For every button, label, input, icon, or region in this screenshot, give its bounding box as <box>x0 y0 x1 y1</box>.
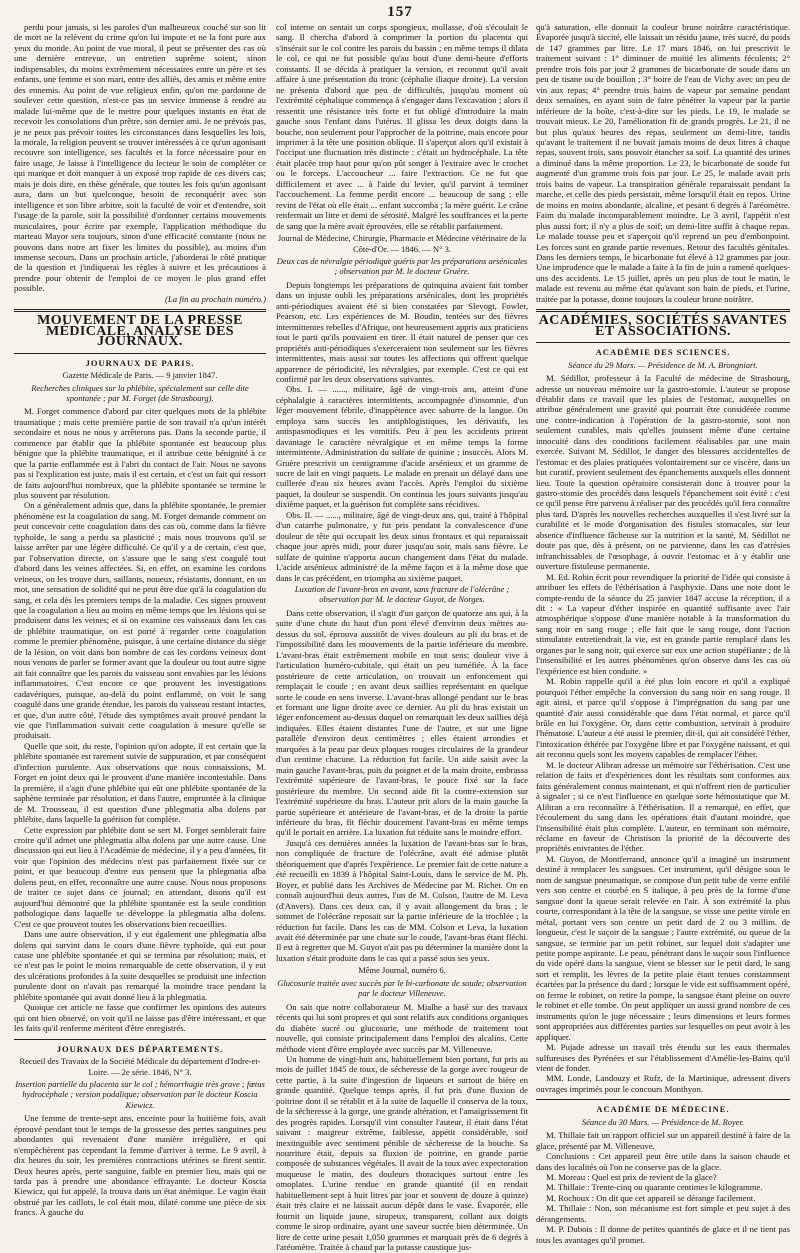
paragraph: M. le docteur Alibran adresse un mémoire sur l'éthérisation. C'est une relation de faits et d'expériences dont les résultats sont conformes aux faits généralement connus maintenant, et qui n'offrent rien de particulier à signaler ; si ce n'est l'influence en quelque sorte hémostatique que M. Alibran a cru reconnaître à l'éthérisation. Il a remarqué, en effet, que l'écoulement du sang dans les opérations était d'autant moindre, que l'insensibilité était plus complète. L'auteur, en terminant son mémoire, réclame en faveur de Christison la priorité de la découverte des propriétés enivrantes de l'éther. <box>536 759 790 854</box>
paragraph: M. Moreau : Quel est prix de revient de la glace? <box>546 1172 717 1183</box>
paragraph: M. Thillaie : Non, son mécanisme est fort simple et peu sujet à des dérangements. <box>536 1203 790 1224</box>
paragraph: Jusqu'à ces dernières années la luxation de l'avant-bras sur le bras, non compliquée de fracture de l'olécrâne, avait été admise plutôt théoriquement que d'après l'expérience. Le premier fait de cette nature a été recueilli en 1839 à l'hôpital Saint-Louis, dans le service de M. Ph. Boyer, et publié dans les Archives de Médecine par M. Richet. On en connaît aujourd'hui deux autres, l'un de M. Colson, l'autre de M. Leva (d'Anvers). Dans ces deux cas, il y avait allongement du bras ; le sommet de l'olécrâne reposait sur la partie inférieure de la trochlée ; la réduction fut facile. Dans les cas de MM. Colson et Leva, la luxation avait été déterminée par une chute sur le coude, l'avant-bras étant fléchi. Il est à regretter que M. Guyot n'ait pas pu déterminer la manière dont la luxation s'était produite dans le cas qui a passé sous ses yeux. <box>276 837 528 963</box>
paragraph: Conclusions : Cet appareil peut être utile dans la saison chaude et dans des localités où l'on ne conserve pas de la glace. <box>536 1151 790 1172</box>
article-heading: Luxation de l'avant-bras en avant, sans fracture de l'olécrâne ; observation par M. le docteur Guyot, de Norges. <box>294 584 510 605</box>
divider <box>536 1099 790 1100</box>
paragraph: col interne on sentait un corps spongieux, mollasse, d'où s'écoulait le sang. Il chercha d'abord à comprimer la portion du placenta qui s'insérait sur le col contre les parois du bassin ; en même temps il dilata le col, ce qui ne fut possible qu'au bout d'une demi-heure d'efforts constants. Il se décida à pratiquer la version, et reconnut qu'il avait affaire à une présentation du tronc (céphalie iliaque droite). La version ne présenta d'abord que peu de difficultés, jusqu'au moment où l'extrémité céphalique commença à s'engager dans l'excavation ; alors il ressentit une résistance très forte et fut obligé d'introduire la main gauche sous l'enfant dans l'utérus. Il glissa les deux doigts dans la bouche, non seulement pour l'approcher de la poitrine, mais encore pour imprimer à la tête une position oblique. Il s'aperçut alors qu'il existait à l'occiput une fluctuation très distincte : c'était un hydrocéphale. La tête était placée trop haut pour qu'on pût songer à l'extraire avec le crochet ou le forceps. L'accoucheur ... faire l'extraction. Ce ne fut que difficilement et avec ... à l'aide du levier, qu'il parvint à terminer l'accouchement. La femme perdit encore ... beaucoup de sang ; elle revint de l'état où elle était ... enfant succomba ; la mère guérit. Le crâne renfermait un litre et demi de sérosité. Malgré les souffrances et la perte de sang que la mère avait éprouvées, elle se rétablit parfaitement. <box>276 22 528 231</box>
paragraph: M. P. Dubois : Il donne de petites quantités de glace et il ne tient pas tous les avantages qu'il promet. <box>536 1224 790 1245</box>
paragraph: M. Sédillot, professeur à la Faculté de médecine de Strasbourg, adresse un nouveau mémoire sur la gastro-stomie. L'auteur se propose d'établir dans ce travail que les plaies de l'estomac, auxquelles on attribue généralement une gravité qui pourrait être considérée comme une contre-indication à l'opération de la gastro-stomie, sont non seulement curables, mais qu'elles jouissent même d'une certaine innocuité dans des conditions facilement réalisables par une main exercée. Suivant M. Sédillot, le danger des blessures accidentelles de l'estomac et des plaies pratiquées volontairement sur ce viscère, dans un but curatif, provient seulement des épanchements auxquels elles donnent lieu. Toute la question opératoire consisterait donc à trouver pour la gastro-stomie des procédés dans lesquels l'épanchement soit évité : c'est ce qu'il pense être parvenu à réaliser par des procédés qu'il fera connaître plus tard. D'après les nouvelles recherches auxquelles il s'est livré sur la curabilité et le mode d'organisation des fistules stomacales, sur leur absence d'influence fâcheuse sur la nutrition et la santé, M. Sédillot ne doute pas que, dès à présent, on ne parvienne, dans les cas d'atrésies infranchissables de l'œsophage, à ouvrir l'estomac et à y établir une ouverture fistuleuse permanente. <box>536 373 790 572</box>
divider <box>14 1039 266 1040</box>
paragraph: Obs. I. — ......, militaire, âgé de vingt-trois ans, atteint d'une céphalalgie à caractères intermittents, accompagnée d'insomnie, d'un léger mouvement fébrile, d'inappétence avec saburre de la langue. On employa sans succès les antiphlogistiques, les dérivatifs, les antispasmodiques et les vomitifs. Peu à peu les accidents prirent davantage le caractère névralgique et en même temps la forme intermittente. Administration du sulfate de quinine ; insuccès. Alors M. Gruère prescrivit un centigramme d'acide arsénieux et un gramme de sucre de lait en vingt paquets. Le malade en prenait un délayé dans une cuillerée d'eau six heures avant l'accès. Après l'emploi du sixième paquet, la douleur se suspendit. On continua les jours suivants jusqu'au dixième paquet, et la guérison fut complète sans récidives. <box>276 384 528 510</box>
divider <box>536 342 790 343</box>
column-left <box>14 22 266 1218</box>
article-heading: Deux cas de névralgie périodique guéris par les préparations arsénicales ; observation par M. le docteur Gruère. <box>276 255 528 277</box>
paragraph: qu'à saturation, elle donnait la couleur brune noirâtre caractéristique. Évaporée jusqu'à siccité, elle laissait un résidu jaune, très sucré, du poids de 147 grammes par litre. Le 17 mars 1846, on lui prescrivit le traitement suivant : 1° diminuer de moitié les aliments féculents; 2° prendre trois fois par jour 2 grammes de bicarbonate de soude dans un peu de tisane ou de bouillon ; 3° boire de l'eau de Vichy avec un peu de vin aux repas; 4° prendre trois bains de vapeur par semaine pendant deux semaines, en ayant soin de faire pénétrer la vapeur par la partie inférieure de la boîte, c'est-à-dire sur les pieds. Le 19, le malade se trouvait mieux. Le 20, l'amélioration fit de grands progrès. Le 21, il ne but plus qu'aux heures des repas, seulement un demi-litre, tandis qu'avant le traitement il ne buvait jamais moins de deux litres à chaque repas, souvent trois, sans pouvoir étancher sa soif. La quantité des urines a diminué dans la même proportion. Le 23, le bicarbonate de soude fut augmenté d'un gramme trois fois par jour. Le 25, le malade avait pris trois bains de vapeur. La transpiration générale reparaissait pendant la marche, et celle des pieds persistait, même lorsqu'il était en repos. Urine de moins en moins abondante, alcaline, et pesant 6 degrés à l'aréomètre. Faim du malade incomparablement moindre. Le 3 avril, l'appétit n'est plus aussi fort; il n'y a plus de soif; un demi-litre suffit à chaque repas. Le malade tousse peu et s'aperçoit qu'il reprend un peu d'embonpoint. Les forces sont en grande partie revenues. Retour des facultés génitales. Dans les derniers temps, le bicarbonate fut élevé à 12 grammes par jour. Une imprudence que le malade a faite à la fin de juin a ramené quelques-uns des accidents. Le 15 juillet, après un peu plus de tout le matin, le malade est revenu au même état qu'avant son bain de pieds, et l'urine, traitée par la potasse, donne toujours la couleur brune noirâtre. <box>536 22 790 304</box>
paragraph: On a généralement admis que, dans la phlébite spontanée, le premier phénomène est la coagulation du sang. M. Forget demande comment on peut concevoir cette coagulation dans des cas où, comme dans la fièvre typhoïde, le sang a perdu sa plasticité ; mais nous trouvons qu'il se laisse arrêter par une légère difficulté. Ce qu'il y a de certain, c'est que, par l'observation directe, on s'assure que le sang s'est coagulé tout d'abord dans les veines affectées. Si, en effet, on examine les cordons veineux, on les trouve durs, saillants, noueux, résistants, donnant, en un mot, une sensation de solidité qui ne peut être due qu'à la coagulation du sang, et cela dès les premiers temps de la maladie. Ces signes prouvent que la coagulation a lieu au moins en même temps que les lésions qui se produisent dans les veines; et si on examine ces vaisseaux dans les cas de phlébite traumatique, on est porté à regarder cette coagulation comme le premier phénomène, puisque, à une certaine distance du siège de la lésion, on voit dans bon nombre de cas les cordons veineux dont nous venons de parler se former avant que la douleur ou tout autre signe ait fait connaître que les parois du vaisseau sont envahies par les lésions inflammatoires. C'est encore ce que prouvent les investigations cadavériques, puisque, au-delà du point enflammé, on voit le sang coagulé dans une grande étendue, les parois du vaisseau restant intactes, et que, d'un autre côté, l'étude des symptômes avait prouvé pendant la vie que l'inflammation suivait cette coagulation à mesure qu'elle se produisait. <box>14 500 266 741</box>
paragraph: Un homme de vingt-huit ans, habituellement bien portant, fut pris au mois de juillet 1845 de toux, de sécheresse de la gorge avec rougeur de cette partie, à la suite d'ingestion de liqueurs et surtout de bière en grande quantité. Quelque temps après, il fut pris d'une fluxion de poitrine dont il se rétablit et à la suite de laquelle il conserva de la toux, de la sécheresse à la gorge, une grande altération, et l'amaigrissement fit des progrès rapides. Lorsqu'il vint consulter l'auteur, il était dans l'état suivant : maigreur extrême, faiblesse, appétit considérable, soif inextinguible avec sentiment pénible de sécheresse de la bouche. Sa nourriture était, depuis sa fluxion de poitrine, en grande partie composée de substances végétales. Il avait de la toux avec expectoration muqueuse le matin, des douleurs thoraciques surtout entre les omoplates. L'urine rendue en grande quantité (il en rendait habituellement sept à huit litres par jour et souvent de douze à quinze) était très claire et ne laissait aucun dépôt dans le vase. Évaporée, elle fournit un liquide jaune, sirupeux, transparent, collant aux doigts comme le sirop ordinaire, ayant une saveur sucrée bien déterminée. Un litre de cette urine pesait 1,050 grammes et marquait près de 6 degrés à l'aréomètre. Traitée à chaud par la potasse caustique jus- <box>276 1053 528 1253</box>
paragraph: M. Robin rappelle qu'il a été plus loin encore et qu'il a expliqué pourquoi l'éther empêche la conversion du sang noir en sang rouge. Il agit ainsi, et parce qu'il s'oppose à l'imprégnation du sang par une quantité d'air aussi considérable que dans l'état normal, et parce qu'il brûle en lui l'oxygène. Or, dans cette combustion, servirait à produire l'hématose. L'auteur a été aussi le premier, dit-il, qui ait considéré l'éther, l'intoxication éthérée par l'oxygène libre et par l'oxygène naissant, et qui ait reconnu quels sont les moyens capables de remplacer l'éther. <box>536 676 790 760</box>
subsection-title: ACADÉMIE DE MÉDECINE. <box>596 1104 730 1115</box>
paragraph: Depuis longtemps les préparations de quinquina avaient fait tomber dans un injuste oubli les préparations arsénicales, dont les propriétés anti-périodiques avaient été si bien constatées par Slevogt, Fowler, Pearson, etc. Les expériences de M. Boudin, tentées sur des fièvres intermittentes rebelles d'Afrique, ont heureusement appris aux praticiens tout le parti qu'ils pouvaient en tirer. Il était naturel de penser que ces propriétés anti-périodiques s'exerceraient non seulement sur les fièvres intermittentes, mais aussi sur toutes les affections qui offrent quelque apparence de périodicité, les névralgies, par exemple. C'est ce qui est confirmé par les deux observations suivantes. <box>276 279 528 384</box>
paragraph: M. Pujade adresse un travail très étendu sur les eaux thermales sulfureuses des Pyrénées et sur l'établissement d'Amélie-les-Bains qu'il vient de fonder. <box>536 1042 790 1073</box>
subsection-title: JOURNAUX DES DÉPARTEMENTS. <box>56 1043 224 1054</box>
session-line: Séance du 30 Mars. — Présidence de M. Royer. <box>581 1116 745 1127</box>
paragraph: Quelle que soit, du reste, l'opinion qu'on adopte, il est certain que la phlébite spontanée est rarement suivie de suppuration, et par conséquent d'infection purulente. Aux observations que nous connaissions, M. Forget en joint deux qui le prouvent d'une manière incontestable. Dans la première, il s'agit d'une phlébite qui eût une phlébite spontanée de la saphène terminée par résolution, et dans l'autre, empruntée à la clinique de M. Trousseau, il est question d'une phlegmatia alba dolens par phlébite, dans laquelle la guérison fut complète. <box>14 740 266 825</box>
source-line: Recueil des Travaux de la Société Médicale du département d'Indre-et-Loire. — 2e série. 1846, N° 3. <box>19 1056 261 1077</box>
subsection-title: JOURNAUX DE PARIS. <box>85 357 195 368</box>
paragraph: Obs. II. — ......, militaire, âgé de vingt-deux ans, qui, traité à l'hôpital d'un catarrhe pulmonaire, y fut pris pendant la convalescence d'une douleur de tête qui occupait les deux sinus frontaux et qui reparaissait chaque jour après midi, pour durer jusqu'au soir, mais sans fièvre. Le sulfate de quinine n'apporta aucun changement dans l'état du malade. L'acide arsénieux administré de la même façon et à la même dose que dans le cas précédent, en triompha au sixième paquet. <box>276 509 528 583</box>
divider <box>536 309 790 312</box>
paragraph: M. Ed. Robin écrit pour revendiquer la priorité de l'idée qui consiste à attribuer les effets de l'éthérisation à l'asphyxie. Dans une note dont le compte-rendu de la séance du 25 janvier 1847 accuse la réception, il a dit : « La vapeur d'éther inspirée en quantité suffisante avec l'air atmosphérique s'oppose d'une manière notable à la transformation du sang noir en sang rouge ; elle fait que le sang rouge, dont l'action stimulante entretiendrait la vie, est en grande partie remplacé dans les organes par le sang noir, qui exerce sur eux une action stupéfiante ; de là l'insensibilité et les autres phénomènes qu'on observe dans les cas où l'expérience est bien conduite. » <box>536 571 790 676</box>
paragraph: On sait que notre collaborateur M. Mialhe a basé sur des travaux récents qui lui sont propres et qui sont relatifs aux conditions organiques du diabète sucré ou glucosurie, une méthode de traitement tout nouvelle, qui consiste principalement dans l'emploi des alcalins. Cette méthode vient d'être employée avec succès par M. Villeneuve. <box>276 1001 528 1054</box>
session-line: Séance du 29 Mars. — Présidence de M. A. Brongniart. <box>568 359 758 370</box>
divider <box>14 309 266 312</box>
article-heading: Recherches cliniques sur la phlébite, spécialement sur celle dite spontanée ; par M. Forget (de Strasbourg). <box>31 382 249 403</box>
paragraph: Dans une autre observation, il y eut également une phlegmatia alba dolens qui survint dans le cours d'une fièvre typhoïde, qui eut pour cause une phlébite spontanée et qui se termina par résolution; mais, et ce n'est pas le point le moins remarquable de cette observation, il y eut des ulcérations profondes à la suite desquelles se produisit une infection purulente dont on n'avait pas remarqué la moindre trace pendant la phlébite spontanée qui avait donné lieu à la phlegmatia. <box>14 929 266 1002</box>
divider <box>14 353 266 354</box>
section-title: MOUVEMENT DE LA PRESSE MÉDICALE, ANALYSE DES JOURNAUX. <box>37 313 243 350</box>
source-line: Journal de Médecine, Chirurgie, Pharmacie et Médecine vétérinaire de la Côte-d'Or. — 1846. — N° 3. <box>277 233 527 254</box>
paragraph: Cette expression par phlébite dont se sert M. Forget semblerait faire croire qu'il admet une phlegmatia alba dolens par une autre cause. Une discussion qui eut lieu à l'Académie de médecine, il y a peu d'années, fit voir que l'opinion des médecins n'est pas parfaitement fixée sur ce point, et que beaucoup d'entre eux pensent que la phlegmatia alba dolens peut, en effet, reconnaître une autre cause. Nous nous proposons de traiter ce sujet dans ce journal; en attendant, disons qu'il est aujourd'hui démontré que la phlébite spontanée est la seule condition pathologique dans laquelle se développe la phlegmatia alba dolens. C'est ce que prouvent toutes les observations bien recueillies. <box>14 824 266 929</box>
paragraph: M. Thillaie fait un rapport officiel sur un appareil destiné à faire de la glace, présenté par M. Villeneuve. <box>536 1130 790 1151</box>
source-line: Même Journal, numéro 6. <box>358 965 446 976</box>
paragraph: M. Rochoux : On dit que cet appareil se dérange facilement. <box>546 1192 756 1203</box>
paragraph: Quoique cet article ne fasse que confirmer les opinions des auteurs qui ont bien observé, on voit qu'il ne laisse pas d'être intéressant, et que les faits qu'il renferme méritent d'être enregistrés. <box>14 1002 266 1034</box>
paragraph: Une femme de trente-sept ans, enceinte pour la huitième fois, avait éprouvé pendant tout le temps de la grossesse des pertes sanguines peu abondantes qui revenaient d'une manière irrégulière, et qui n'empêchèrent pas cependant la femme d'arriver à terme. Le 9 avril, à dix heures du soir, les premières contractions utérines se firent sentir. Deux heures après, perte sanguine, faible en premier lieu, mais qui ne tarda pas à prendre une abondance effrayante. Le docteur Koscia Kiewicz, qui fut appelé, la trouva dans un état anémique. Le vagin était obstrué par les caillots, le col était mou, dilaté comme une pièce de six francs. À gauche du <box>14 1113 266 1218</box>
paragraph: M. Forget commence d'abord par citer quelques mots de la phlébite traumatique ; mais cette première partie de son travail n'a qu'un intérêt secondaire et nous ne nous y arrêterons pas. Dans la seconde partie, il commence par établir que la phlébite spontanée est beaucoup plus bénigne que la phlébite traumatique, et il attribue cette bénignité à ce que la partie enflammée est à l'abri du contact de l'air. Nous ne savons pas si l'explication est juste, mais il est certain, et c'est un fait qui ressort de faits aujourd'hui nombreux, que la phlébite spontanée se termine le plus souvent par résolution. <box>14 406 266 501</box>
paragraph: perdu pour jamais, si les paroles d'un malheureux couché sur son lit de mort ne la relèvent du crime qu'on lui impute et ne la font pure aux yeux du monde. Au point de vue moral, il peut se présenter des cas où une dernière entrevue, un entretien suprême soient, sinon indispensables, du moins extrêmement nécessaires entre un père et ses enfants, une femme et son mari, entre des alliés, des amis et même entre des ennemis. Au point de vue religieux enfin, qu'on me pardonne de soulever cette question, n'est-ce pas un service immense à rendre au malade lui-même que de le mettre pour quelques instants en état de recevoir les consolations d'un prêtre, son dernier ami. Je ne prévois pas, je ne peux pas prévoir toutes les circonstances dans lesquelles les lois, la morale, la religion peuvent se trouver intéressées à ce qu'un agonisant recouvre son intelligence, ses facultés et la force nécessaire pour en faire usage. Je laisse à l'intelligence du lecteur le soin de compléter ce qui manque et doit manquer à un exposé trop rapide de ces divers cas; mais je dois dire, en thèse générale, que toutes les fois qu'un agonisant aura, dans un but quelconque, besoin de reconquérir avec son intelligence et son libre arbitre, soit la faculté de voir et d'entendre, soit l'usage de la parole, soit la possibilité d'ordonner certains mouvements musculaires, pour écrire par exemple, l'application méthodique du marteau Mayor sera toujours, sinon d'une efficacité constante (nous ne pouvons dans notre art fixer les limites du possible), au moins d'un immense secours. Dans un prochain article, j'aborderai le côté pratique de la question et j'indiquerai les règles à suivre et les précautions à prendre pour obtenir de l'emploi de ce moyen le plus grand effet possible. <box>14 22 266 294</box>
section-title: ACADÉMIES, SOCIÉTÉS SAVANTES ET ASSOCIATIONS. <box>538 313 788 339</box>
continuation-note: (La fin au prochain numéro.) <box>165 293 266 304</box>
article-heading: Insertion partielle du placenta sur le col ; hémorrhagie très grave ; fœtus hydrocéphale ; version podalique; observation par le docteur Koscia Kiewicz. <box>15 1078 265 1110</box>
paragraph: M. Thillaie : Trente-cinq ou quarante centimes le kilogramme. <box>546 1182 763 1193</box>
page-number: 157 <box>387 4 413 20</box>
paragraph: M. Guyon, de Montferrand, annonce qu'il a imaginé un instrument destiné à remplacer les sangsues. Cet instrument, qu'il désigne sous le nom de sangsue pneumatique, se compose d'un petit tube de verre enfilé vers son centre et courbé en S italique, à peu près de la forme d'une sangsue dont la queue serait relevée en l'air. À son extrémité la plus courte, correspondant à la tête de la sangsue, se visse une petite virole en métal, portant vers son centre un petit dard de 2 ou 3 millim. de longueur, c'est le suçoir de la sangsue ; l'autre extrémité, ou queue de la sangsue, se termine par un petit robinet, sur lequel doit s'adapter une petite pompe aspirante. Le peau, pénétrant dans le suçoir sous l'influence du vide opéré dans la sangsue, vient se blesser sur le petit dard, le sang sort et remplit, les lèvres de la petite plaie étant tenues constamment écartées par la présence du dard ; lorsque le vide est suffisamment opéré, on ferme le robinet, on retire la pompe, la sangsue étant pleine on ouvre le robinet et elle tombe. On peut appliquer un aussi grand nombre de ces instruments qu'on le juge nécessaire ; leurs dimensions et leurs formes sont appropriées aux différentes parties sur lesquelles on peut avoir à les appliquer. <box>536 853 790 1042</box>
paragraph: Dans cette observation, il s'agit d'un garçon de quatorze ans qui, à la suite d'une chute du haut d'un pont élevé d'environ deux mètres au-dessus du sol, éprouva aussitôt de vives douleurs au pli du bras et de l'impossibilité dans les mouvements de la partie inférieure du membre. L'avant-bras était extrêmement mobile en tout sens; douleur vive à l'articulation huméro-cubitale, qui était un peu tuméfiée. À la face postérieure de cette articulation, on trouvait un enfoncement qui remplaçait le coude ; en avant deux saillies représentant en quelque sorte le coude en sens inverse. L'avant-bras allongé pendant sur le bras et formant une ligne droite avec ce dernier. Au pli du bras existait un léger enfoncement au-dessus duquel on remarquait les deux saillies déjà indiquées. Elles étaient distantes l'une de l'autre, et sur une ligne parallèle d'environ deux centimètres ; elles étaient arrondies et marquées à la peau par deux plaques rouges circulaires de la grandeur d'un centime chacune. La réduction fut facile. Un aide saisit avec la main gauche l'avant-bras, puis du poignet et de la main droite, embrassa l'extrémité supérieure de l'avant-bras, le pouce fixé sur la face postérieure du membre. Un second aide fit la contre-extension sur l'extrémité supérieure du bras. L'auteur prit alors de la main gauche la partie supérieure et antérieure de l'avant-bras, et de la droite la partie inférieure du bras, fit fléchir doucement l'avant-bras en même temps qu'il le portait en arrière. La luxation fut réduite sans le moindre effort. <box>276 607 528 838</box>
paragraph: MM. Londe, Landouzy et Rufz, de la Martinique, adressent divers ouvrages imprimés pour le concours Monthyon. <box>536 1073 790 1094</box>
column-right <box>536 22 790 1245</box>
source-line: Gazette Médicale de Paris. — 9 janvier 1847. <box>62 370 218 381</box>
subsection-title: ACADÉMIE DES SCIENCES. <box>595 347 731 358</box>
article-heading: Glucosurie traitée avec succès par le bi-carbonate de soude; observation par le docteur Villeneuve. <box>277 977 527 999</box>
column-middle <box>276 22 528 1253</box>
